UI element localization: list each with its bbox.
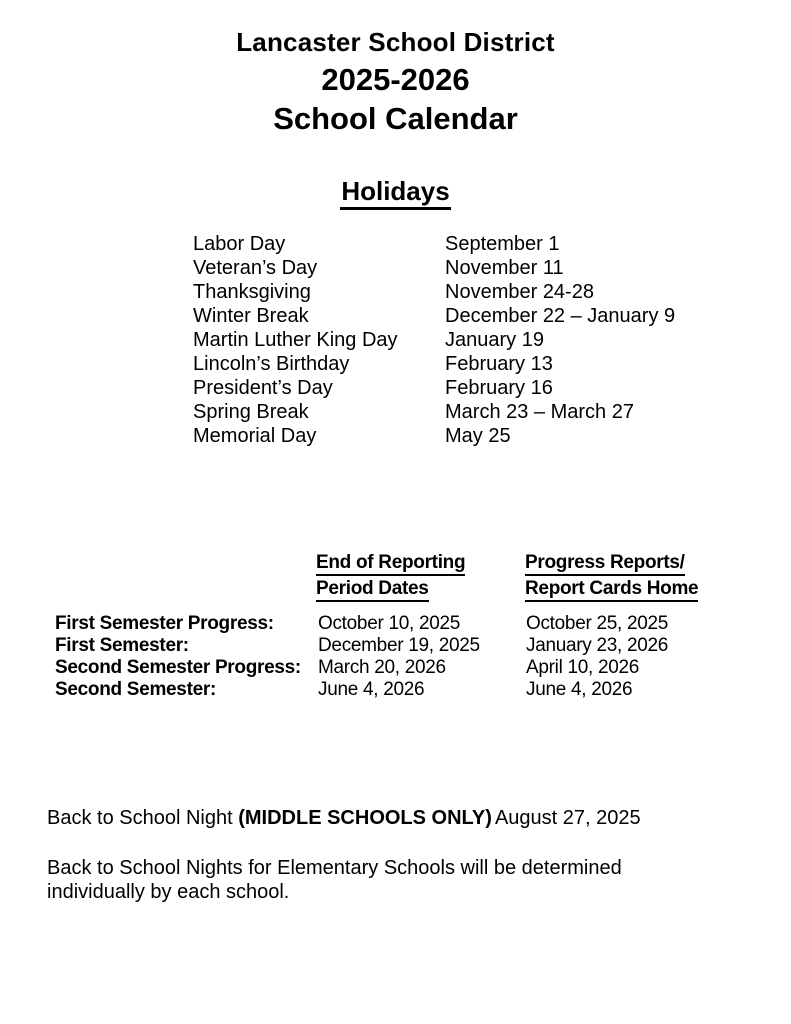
end-of-reporting-header — [316, 550, 465, 602]
progress-reports-header — [525, 550, 698, 602]
report-card-date: April 10, 2026 — [526, 657, 640, 678]
holiday-name: President’s Day — [193, 377, 333, 399]
report-card-date: October 25, 2025 — [526, 613, 669, 634]
elementary-schools-note — [47, 856, 622, 904]
holidays-heading: Holidays — [340, 176, 450, 210]
semester-label: First Semester: — [55, 635, 189, 656]
back-to-school-night-prefix: Back to School Night — [47, 807, 239, 829]
end-of-reporting-date: March 20, 2026 — [318, 657, 446, 678]
report-card-date: June 4, 2026 — [526, 679, 633, 700]
holiday-name: Thanksgiving — [193, 281, 311, 303]
holiday-name: Martin Luther King Day — [193, 329, 398, 351]
holiday-date: January 19 — [445, 329, 544, 351]
holiday-date: November 11 — [445, 257, 564, 279]
report-card-date: January 23, 2026 — [526, 635, 669, 656]
holiday-name: Lincoln’s Birthday — [193, 353, 350, 375]
holiday-date: February 16 — [445, 377, 553, 399]
holiday-date: September 1 — [445, 233, 560, 255]
document-header — [0, 24, 791, 138]
progress-reports-header-line2: Report Cards Home — [525, 578, 698, 602]
elementary-note-line1: Back to School Nights for Elementary Schools will be determined — [47, 857, 622, 879]
holiday-date: March 23 – March 27 — [445, 401, 634, 423]
holiday-date: May 25 — [445, 425, 511, 447]
end-of-reporting-header-line2: Period Dates — [316, 578, 429, 602]
holiday-name: Memorial Day — [193, 425, 317, 447]
end-of-reporting-date: June 4, 2026 — [318, 679, 425, 700]
holiday-name: Winter Break — [193, 305, 309, 327]
holiday-name: Veteran’s Day — [193, 257, 318, 279]
back-to-school-night-date: August 27, 2025 — [494, 807, 641, 829]
holidays-section — [0, 176, 791, 210]
semester-label: Second Semester Progress: — [55, 657, 301, 678]
end-of-reporting-header-line1: End of Reporting — [316, 552, 465, 576]
district-title: Lancaster School District — [236, 27, 555, 57]
holiday-date: December 22 – January 9 — [445, 305, 676, 327]
holiday-date: November 24-28 — [445, 281, 594, 303]
holiday-name: Spring Break — [193, 401, 309, 423]
middle-schools-only-label: (MIDDLE SCHOOLS ONLY) — [238, 807, 492, 829]
elementary-note-line2: individually by each school. — [47, 881, 290, 903]
end-of-reporting-date: December 19, 2025 — [318, 635, 480, 656]
progress-reports-header-line1: Progress Reports/ — [525, 552, 685, 576]
semester-label: First Semester Progress: — [55, 613, 274, 634]
end-of-reporting-date: October 10, 2025 — [318, 613, 461, 634]
school-year-title: 2025-2026 — [321, 62, 470, 97]
semester-label: Second Semester: — [55, 679, 216, 700]
calendar-title: School Calendar — [273, 101, 518, 136]
back-to-school-night-note — [47, 806, 641, 831]
holiday-date: February 13 — [445, 353, 553, 375]
holiday-name: Labor Day — [193, 233, 286, 255]
